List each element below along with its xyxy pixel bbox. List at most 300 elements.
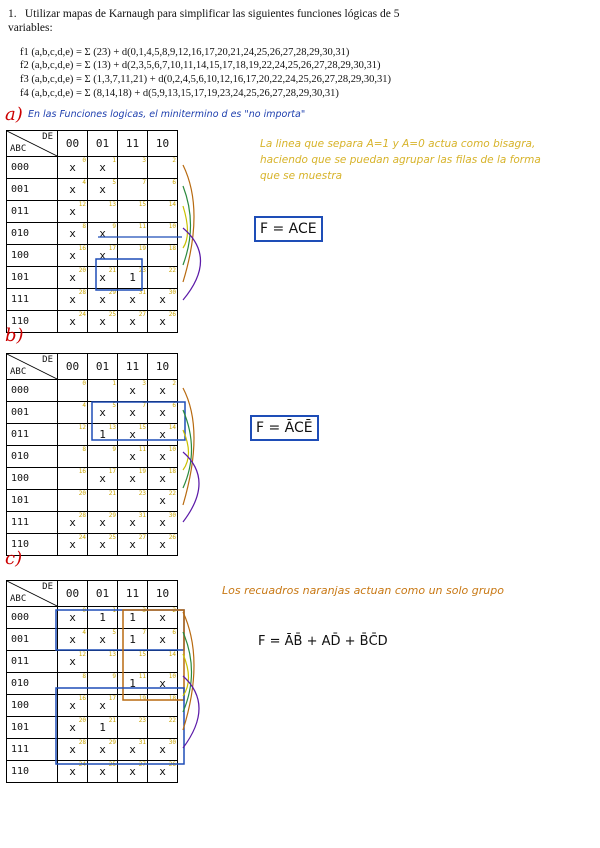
cell-value: x <box>159 538 166 551</box>
hinge-arc <box>183 654 189 696</box>
minterm-index: 5 <box>112 179 116 186</box>
kmap-cell <box>88 289 118 311</box>
minterm-index: 17 <box>108 468 116 475</box>
section-a-note: En las Funciones logicas, el minitermino d es "no importa" <box>28 109 306 120</box>
kmap-cell <box>88 311 118 333</box>
cell-value: x <box>159 406 166 419</box>
kmap-row-label: 011 <box>7 424 58 446</box>
hinge-arc <box>183 165 194 282</box>
kmap-cell <box>148 267 178 289</box>
minterm-index: 28 <box>78 512 86 519</box>
minterm-index: 11 <box>138 673 146 680</box>
minterm-index: 22 <box>168 490 176 497</box>
kmap-cell <box>118 695 148 717</box>
kmap-cell <box>148 289 178 311</box>
hinge-arc <box>183 632 192 712</box>
minterm-index: 20 <box>78 267 86 274</box>
cell-value: x <box>99 161 106 174</box>
kmap-cell <box>58 402 88 424</box>
minterm-index: 14 <box>168 651 176 658</box>
question-body: Utilizar mapas de Karnaugh para simplificar las siguientes funciones lógicas de 5 variables: <box>8 8 400 34</box>
cell-value: x <box>129 450 136 463</box>
minterm-index: 1 <box>112 157 116 164</box>
cell-value: x <box>69 516 76 529</box>
kmap-row-label: 001 <box>7 402 58 424</box>
minterm-index: 3 <box>142 380 146 387</box>
cell-value: x <box>99 293 106 306</box>
hinge-arc <box>183 228 201 300</box>
kmap-cell <box>88 380 118 402</box>
section-c-side-note: Los recuadros naranjas actuan como un solo grupo <box>222 584 504 597</box>
kmap-cell <box>118 380 148 402</box>
kmap-row-label: 011 <box>7 201 58 223</box>
kmap-row-label: 001 <box>7 179 58 201</box>
kmap-row-label: 110 <box>7 761 58 783</box>
cell-value: x <box>159 765 166 778</box>
kmap-col-header: 10 <box>148 354 178 380</box>
kmap-cell <box>58 717 88 739</box>
kmap-corner <box>7 581 58 607</box>
minterm-index: 27 <box>138 311 146 318</box>
kmap-col-header: 00 <box>58 354 88 380</box>
kmap-cell <box>58 695 88 717</box>
minterm-index: 25 <box>108 534 116 541</box>
minterm-index: 25 <box>108 311 116 318</box>
kmap-cell <box>148 651 178 673</box>
minterm-index: 7 <box>142 402 146 409</box>
cell-value: x <box>99 538 106 551</box>
kmap-cell <box>118 490 148 512</box>
cell-value: x <box>159 315 166 328</box>
kmap-row-label: 101 <box>7 717 58 739</box>
minterm-index: 3 <box>142 157 146 164</box>
minterm-index: 19 <box>138 695 146 702</box>
kmap-cell <box>88 739 118 761</box>
kmap-cell <box>58 424 88 446</box>
kmap-row <box>7 607 178 629</box>
kmap-row-label: 111 <box>7 512 58 534</box>
kmap-cell <box>88 695 118 717</box>
minterm-index: 21 <box>108 717 116 724</box>
cell-value: x <box>99 633 106 646</box>
kmap-cell <box>58 289 88 311</box>
minterm-index: 9 <box>112 673 116 680</box>
kmap-cell <box>148 311 178 333</box>
cell-value: x <box>129 472 136 485</box>
minterm-index: 13 <box>108 201 116 208</box>
minterm-index: 30 <box>168 512 176 519</box>
kmap-de-label: DE <box>42 132 53 142</box>
kmap-cell <box>148 380 178 402</box>
kmap-row <box>7 179 178 201</box>
kmap-cell <box>118 534 148 556</box>
kmap-cell <box>118 201 148 223</box>
kmap-cell <box>148 402 178 424</box>
cell-value: x <box>129 516 136 529</box>
cell-value: x <box>99 315 106 328</box>
minterm-index: 21 <box>108 490 116 497</box>
minterm-index: 16 <box>78 695 86 702</box>
kmap-cell <box>58 468 88 490</box>
cell-value: x <box>159 494 166 507</box>
kmap-cell <box>88 607 118 629</box>
minterm-index: 24 <box>78 534 86 541</box>
function-f1: f1 (a,b,c,d,e) = Σ (23) + d(0,1,4,5,8,9,12,16,17,20,21,24,25,26,27,28,29,30,31) <box>20 47 350 58</box>
kmap-row <box>7 673 178 695</box>
kmap-row-label: 111 <box>7 289 58 311</box>
kmap-cell <box>148 739 178 761</box>
minterm-index: 18 <box>168 695 176 702</box>
kmap-row-label: 100 <box>7 695 58 717</box>
minterm-index: 12 <box>78 651 86 658</box>
cell-value: x <box>99 249 106 262</box>
kmap-row <box>7 223 178 245</box>
kmap-cell <box>88 490 118 512</box>
kmap-row <box>7 695 178 717</box>
cell-value: x <box>99 271 106 284</box>
kmap-cell <box>148 717 178 739</box>
minterm-index: 8 <box>82 223 86 230</box>
minterm-index: 19 <box>138 468 146 475</box>
minterm-index: 10 <box>168 673 176 680</box>
kmap-cell <box>148 424 178 446</box>
kmap-col-header: 00 <box>58 131 88 157</box>
kmap-c <box>6 580 178 783</box>
kmap-cell <box>118 512 148 534</box>
cell-value: x <box>99 406 106 419</box>
kmap-cell <box>148 468 178 490</box>
cell-value: x <box>69 721 76 734</box>
kmap-cell <box>148 201 178 223</box>
kmap-cell <box>58 651 88 673</box>
kmap-row-label: 111 <box>7 739 58 761</box>
minterm-index: 16 <box>78 468 86 475</box>
kmap-corner <box>7 354 58 380</box>
hinge-arc <box>183 206 188 248</box>
cell-value: x <box>69 765 76 778</box>
kmap-cell <box>118 446 148 468</box>
kmap-col-header: 11 <box>118 581 148 607</box>
kmap-cell <box>148 534 178 556</box>
kmap-cell <box>58 267 88 289</box>
hinge-arc <box>183 430 189 470</box>
minterm-index: 1 <box>112 607 116 614</box>
kmap-row <box>7 629 178 651</box>
kmap-cell <box>58 380 88 402</box>
minterm-index: 10 <box>168 446 176 453</box>
section-a-result: F = ACE <box>254 216 323 242</box>
kmap-col-header: 10 <box>148 131 178 157</box>
kmap-row <box>7 289 178 311</box>
kmap-row <box>7 717 178 739</box>
minterm-index: 19 <box>138 245 146 252</box>
cell-value: x <box>99 699 106 712</box>
minterm-index: 0 <box>82 607 86 614</box>
minterm-index: 27 <box>138 534 146 541</box>
kmap-row <box>7 157 178 179</box>
cell-value: x <box>69 183 76 196</box>
kmap-cell <box>88 157 118 179</box>
minterm-index: 22 <box>168 717 176 724</box>
kmap-cell <box>88 673 118 695</box>
minterm-index: 11 <box>138 223 146 230</box>
minterm-index: 14 <box>168 201 176 208</box>
kmap-cell <box>118 179 148 201</box>
minterm-index: 8 <box>82 446 86 453</box>
minterm-index: 17 <box>108 245 116 252</box>
cell-value: x <box>69 655 76 668</box>
kmap-row <box>7 651 178 673</box>
kmap-cell <box>148 245 178 267</box>
minterm-index: 11 <box>138 446 146 453</box>
cell-value: 1 <box>129 611 136 624</box>
cell-value: x <box>159 611 166 624</box>
minterm-index: 20 <box>78 717 86 724</box>
minterm-index: 13 <box>108 424 116 431</box>
kmap-b <box>6 353 178 556</box>
kmap-col-header: 11 <box>118 131 148 157</box>
hinge-arc <box>183 612 194 730</box>
kmap-row <box>7 534 178 556</box>
cell-value: x <box>69 227 76 240</box>
kmap-cell <box>58 157 88 179</box>
minterm-index: 24 <box>78 311 86 318</box>
cell-value: x <box>99 227 106 240</box>
kmap-cell <box>58 245 88 267</box>
section-c-label: c) <box>5 548 23 569</box>
minterm-index: 3 <box>142 607 146 614</box>
minterm-index: 26 <box>168 534 176 541</box>
hinge-arc <box>183 388 194 505</box>
kmap-cell <box>118 651 148 673</box>
kmap-cell <box>88 179 118 201</box>
kmap-cell <box>118 717 148 739</box>
cell-value: 1 <box>99 611 106 624</box>
kmap-corner <box>7 131 58 157</box>
kmap-col-header: 01 <box>88 354 118 380</box>
minterm-index: 23 <box>138 267 146 274</box>
minterm-index: 23 <box>138 490 146 497</box>
minterm-index: 4 <box>82 179 86 186</box>
kmap-cell <box>148 446 178 468</box>
kmap-cell <box>148 157 178 179</box>
kmap-cell <box>118 607 148 629</box>
cell-value: x <box>159 516 166 529</box>
minterm-index: 6 <box>172 629 176 636</box>
cell-value: x <box>159 293 166 306</box>
kmap-cell <box>118 267 148 289</box>
kmap-cell <box>58 446 88 468</box>
kmap-cell <box>88 717 118 739</box>
kmap-col-header: 10 <box>148 581 178 607</box>
cell-value: x <box>99 472 106 485</box>
kmap-cell <box>58 629 88 651</box>
kmap-cell <box>118 289 148 311</box>
kmap-cell <box>88 512 118 534</box>
kmap-cell <box>118 761 148 783</box>
kmap-cell <box>118 468 148 490</box>
minterm-index: 5 <box>112 402 116 409</box>
minterm-index: 10 <box>168 223 176 230</box>
section-b-result: F = ĀCĒ <box>250 415 319 441</box>
cell-value: x <box>69 538 76 551</box>
kmap-abc-label: ABC <box>10 144 27 154</box>
cell-value: x <box>129 765 136 778</box>
kmap-row <box>7 245 178 267</box>
kmap-cell <box>148 673 178 695</box>
kmap-cell <box>118 402 148 424</box>
cell-value: x <box>129 384 136 397</box>
kmap-cell <box>58 761 88 783</box>
minterm-index: 30 <box>168 289 176 296</box>
minterm-index: 12 <box>78 424 86 431</box>
minterm-index: 4 <box>82 402 86 409</box>
section-a-label: a) <box>5 104 23 125</box>
cell-value: 1 <box>99 721 106 734</box>
cell-value: x <box>99 516 106 529</box>
hinge-arc <box>183 676 199 748</box>
kmap-de-label: DE <box>42 582 53 592</box>
cell-value: x <box>159 384 166 397</box>
kmap-cell <box>88 534 118 556</box>
minterm-index: 7 <box>142 179 146 186</box>
minterm-index: 27 <box>138 761 146 768</box>
kmap-cell <box>148 695 178 717</box>
kmap-cell <box>58 179 88 201</box>
kmap-cell <box>148 512 178 534</box>
minterm-index: 26 <box>168 761 176 768</box>
kmap-row <box>7 761 178 783</box>
kmap-col-header: 00 <box>58 581 88 607</box>
minterm-index: 31 <box>138 512 146 519</box>
minterm-index: 21 <box>108 267 116 274</box>
kmap-cell <box>148 761 178 783</box>
kmap-a <box>6 130 178 333</box>
minterm-index: 18 <box>168 468 176 475</box>
kmap-col-header: 01 <box>88 131 118 157</box>
cell-value: x <box>159 450 166 463</box>
minterm-index: 9 <box>112 446 116 453</box>
kmap-cell <box>148 179 178 201</box>
kmap-row <box>7 446 178 468</box>
minterm-index: 0 <box>82 380 86 387</box>
kmap-cell <box>58 607 88 629</box>
kmap-row <box>7 267 178 289</box>
cell-value: x <box>129 743 136 756</box>
minterm-index: 1 <box>112 380 116 387</box>
minterm-index: 30 <box>168 739 176 746</box>
minterm-index: 9 <box>112 223 116 230</box>
cell-value: x <box>159 428 166 441</box>
kmap-cell <box>148 629 178 651</box>
minterm-index: 26 <box>168 311 176 318</box>
cell-value: x <box>159 472 166 485</box>
cell-value: x <box>159 743 166 756</box>
cell-value: 1 <box>129 677 136 690</box>
minterm-index: 6 <box>172 402 176 409</box>
kmap-cell <box>88 446 118 468</box>
cell-value: x <box>129 538 136 551</box>
cell-value: x <box>159 633 166 646</box>
kmap-cell <box>148 223 178 245</box>
kmap-cell <box>118 223 148 245</box>
kmap-row-label: 101 <box>7 267 58 289</box>
cell-value: x <box>69 249 76 262</box>
kmap-cell <box>118 311 148 333</box>
kmap-cell <box>58 739 88 761</box>
minterm-index: 0 <box>82 157 86 164</box>
cell-value: x <box>69 161 76 174</box>
function-f4: f4 (a,b,c,d,e) = Σ (8,14,18) + d(5,9,13,15,17,19,23,24,25,26,27,28,29,30,31) <box>20 88 339 99</box>
minterm-index: 7 <box>142 629 146 636</box>
cell-value: 1 <box>129 271 136 284</box>
minterm-index: 15 <box>138 651 146 658</box>
minterm-index: 25 <box>108 761 116 768</box>
cell-value: x <box>129 406 136 419</box>
kmap-row <box>7 424 178 446</box>
cell-value: x <box>69 271 76 284</box>
question-text <box>8 7 428 35</box>
cell-value: x <box>99 183 106 196</box>
kmap-cell <box>118 424 148 446</box>
minterm-index: 2 <box>172 607 176 614</box>
kmap-cell <box>58 490 88 512</box>
kmap-row-label: 101 <box>7 490 58 512</box>
minterm-index: 4 <box>82 629 86 636</box>
minterm-index: 17 <box>108 695 116 702</box>
minterm-index: 24 <box>78 761 86 768</box>
section-b-label: b) <box>5 325 24 346</box>
hinge-arc <box>183 186 191 265</box>
kmap-row <box>7 512 178 534</box>
kmap-row <box>7 311 178 333</box>
function-f2: f2 (a,b,c,d,e) = Σ (13) + d(2,3,5,6,7,10,11,14,15,17,18,19,22,24,25,26,27,28,29,30,31) <box>20 60 381 71</box>
minterm-index: 13 <box>108 651 116 658</box>
kmap-cell <box>58 534 88 556</box>
kmap-row-label: 010 <box>7 223 58 245</box>
kmap-cell <box>58 201 88 223</box>
kmap-col-header: 11 <box>118 354 148 380</box>
minterm-index: 29 <box>108 512 116 519</box>
kmap-abc-label: ABC <box>10 594 27 604</box>
minterm-index: 8 <box>82 673 86 680</box>
minterm-index: 22 <box>168 267 176 274</box>
minterm-index: 20 <box>78 490 86 497</box>
kmap-row <box>7 201 178 223</box>
kmap-cell <box>88 424 118 446</box>
kmap-cell <box>88 402 118 424</box>
minterm-index: 29 <box>108 289 116 296</box>
kmap-row-label: 000 <box>7 607 58 629</box>
cell-value: 1 <box>99 428 106 441</box>
minterm-index: 28 <box>78 739 86 746</box>
question-number: 1. <box>8 8 17 20</box>
kmap-cell <box>148 490 178 512</box>
cell-value: x <box>69 633 76 646</box>
section-a-side-note: La linea que separa A=1 y A=0 actua como bisagra, haciendo que se puedan agrupar las filas de la forma que se muestra <box>260 138 541 182</box>
kmap-row <box>7 402 178 424</box>
minterm-index: 29 <box>108 739 116 746</box>
kmap-cell <box>118 157 148 179</box>
minterm-index: 16 <box>78 245 86 252</box>
kmap-cell <box>148 607 178 629</box>
kmap-row-label: 110 <box>7 311 58 333</box>
kmap-cell <box>88 651 118 673</box>
kmap-row-label: 011 <box>7 651 58 673</box>
kmap-cell <box>58 512 88 534</box>
cell-value: x <box>69 293 76 306</box>
minterm-index: 31 <box>138 739 146 746</box>
